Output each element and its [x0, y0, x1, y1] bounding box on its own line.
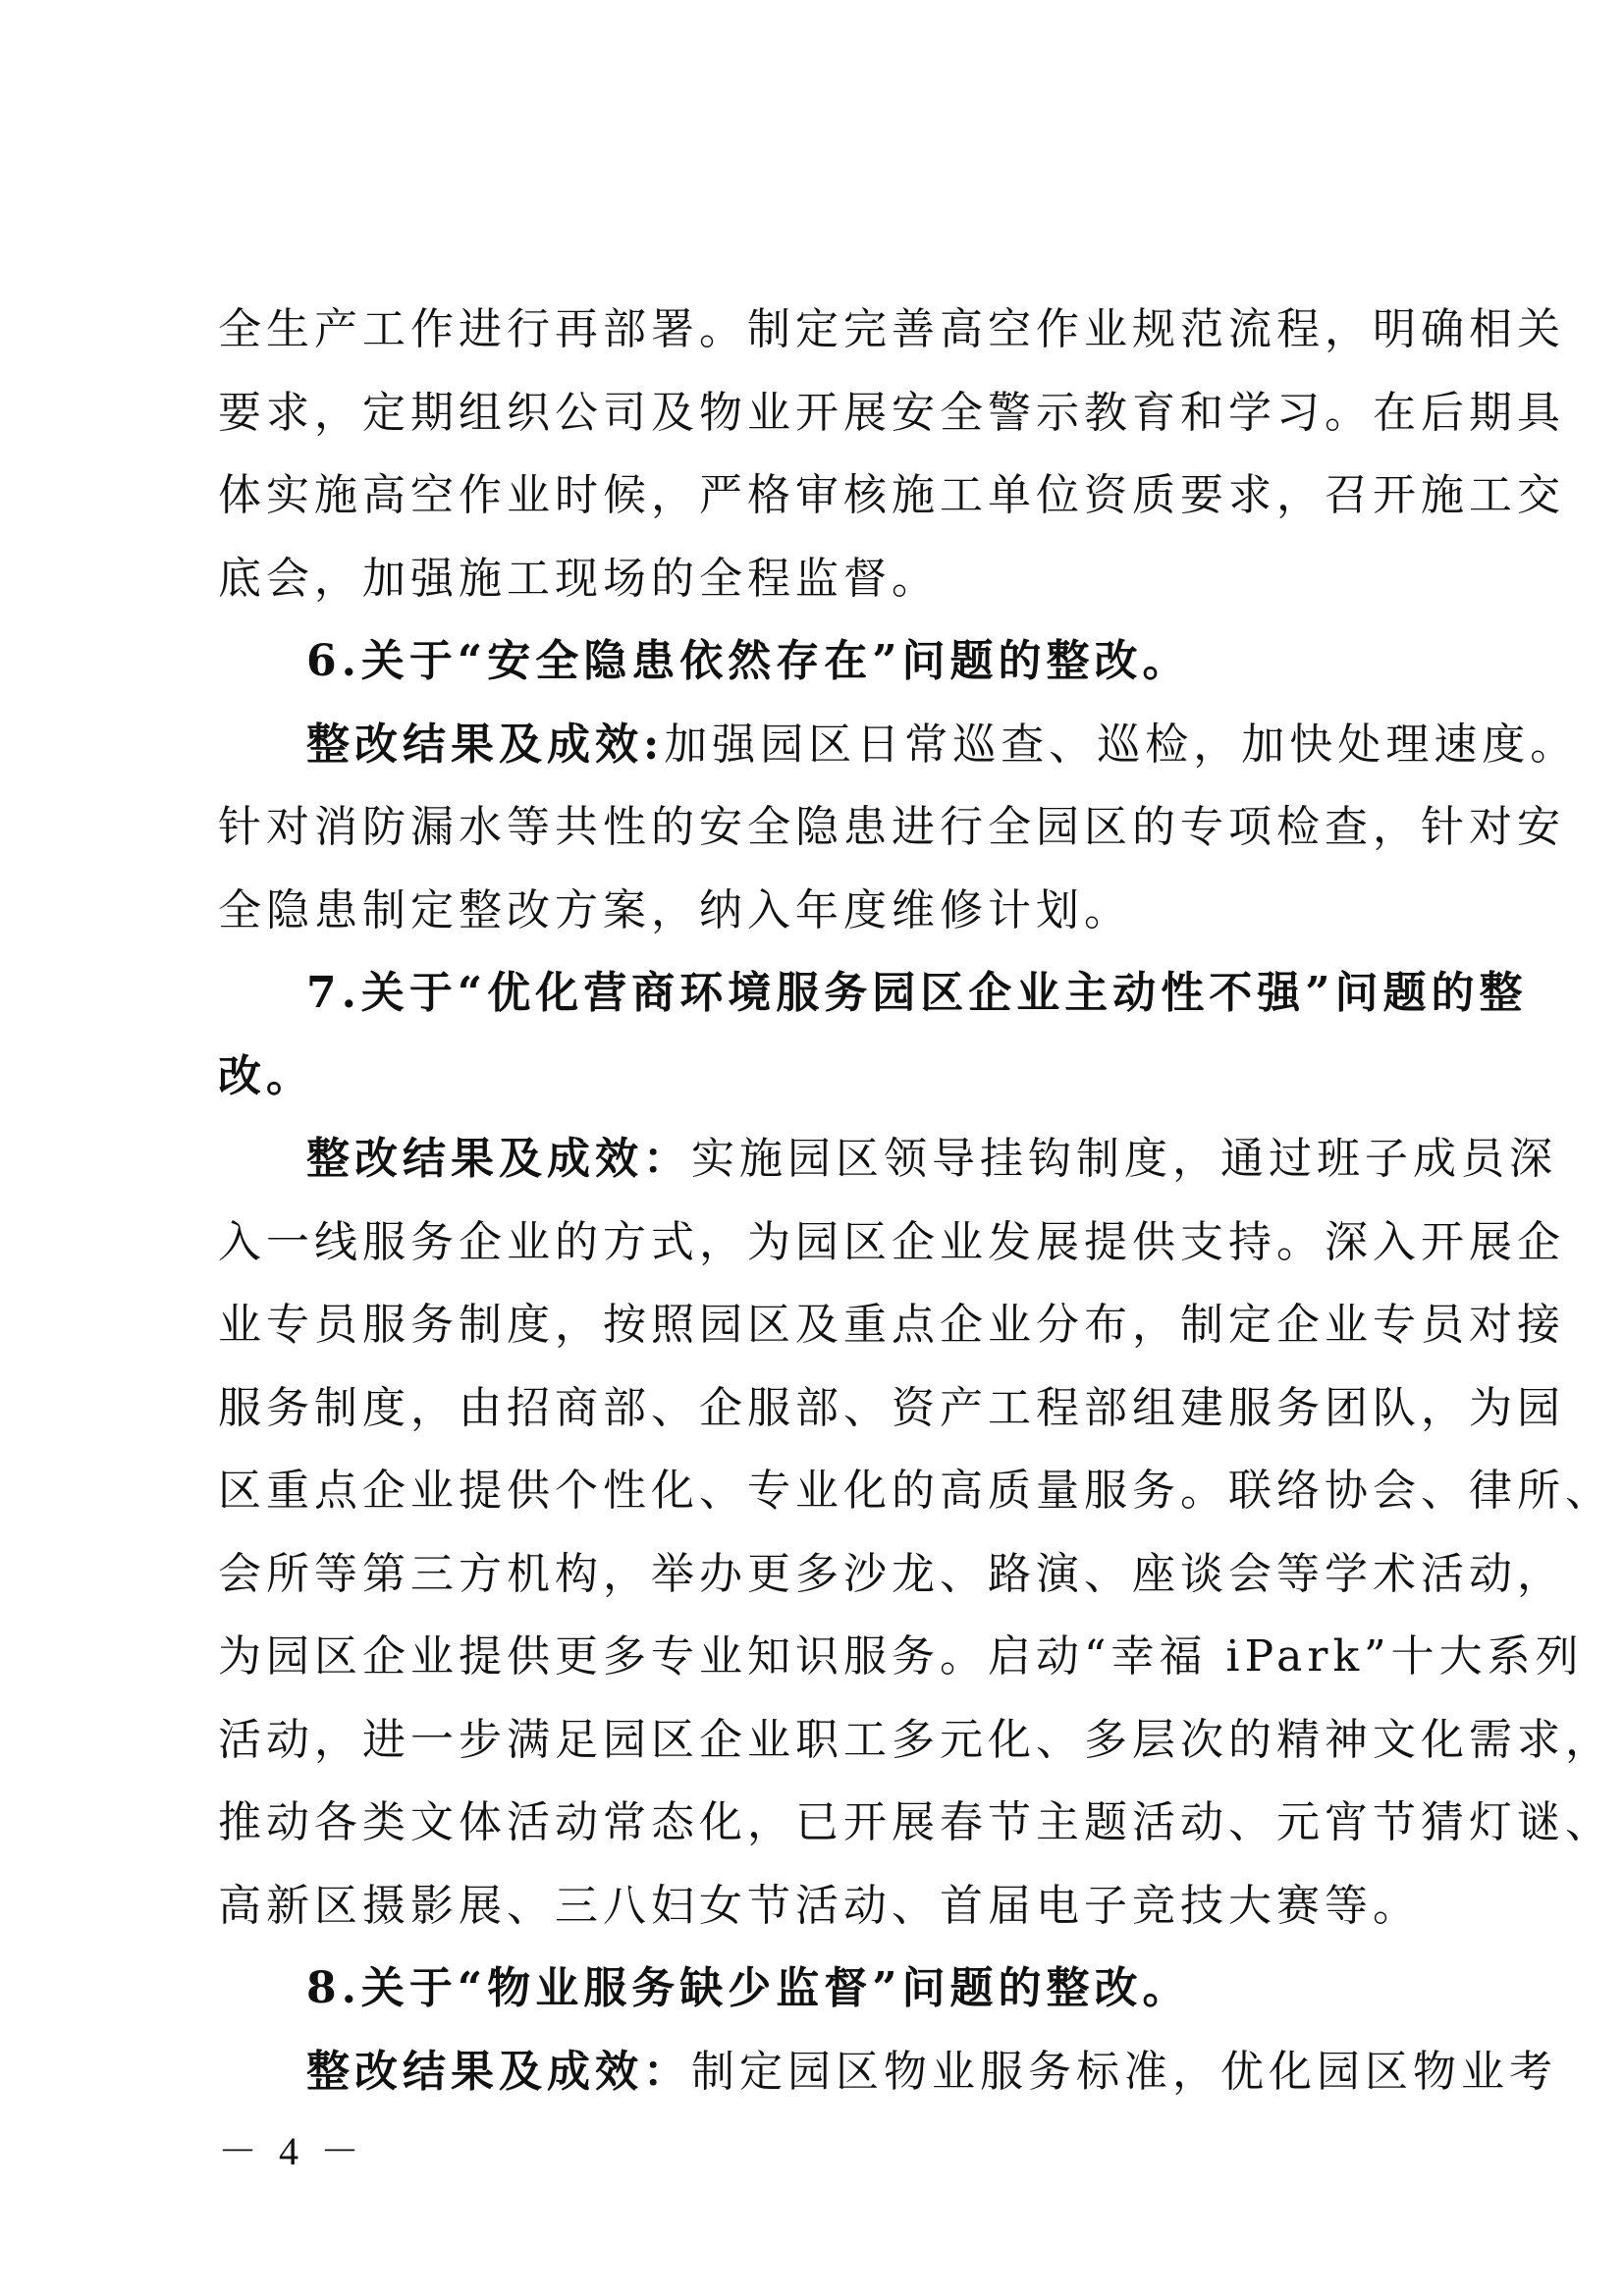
result-line [306, 2035, 1557, 2109]
result-text: 加强园区日常巡查、巡检，加快处理速度。 [664, 720, 1579, 770]
result-lead: 整改结果及成效： [306, 2047, 691, 2097]
body-line: 服务制度，由招商部、企服部、资产工程部组建服务团队，为园 [218, 1383, 1565, 1433]
body-line: 会所等第三方机构，举办更多沙龙、路演、座谈会等学术活动， [218, 1549, 1565, 1599]
result-text: 制定园区物业服务标准，优化园区物业考 [691, 2047, 1557, 2097]
body-line: 底会，加强施工现场的全程监督。 [218, 554, 940, 604]
body-line: 要求，定期组织公司及物业开展安全警示教育和学习。在后期具 [218, 388, 1565, 438]
section-heading-7-cont: 改。 [218, 1051, 314, 1101]
body-line: 活动，进一步满足园区企业职工多元化、多层次的精神文化需求， [218, 1715, 1613, 1765]
body-line: 全隐患制定整改方案，纳入年度维修计划。 [218, 885, 1132, 935]
result-lead: 整改结果及成效: [306, 720, 665, 770]
body-line: 区重点企业提供个性化、专业化的高质量服务。联络协会、律所、 [218, 1466, 1613, 1516]
body-line: 全生产工作进行再部署。制定完善高空作业规范流程，明确相关 [218, 304, 1565, 354]
result-line [306, 708, 1579, 782]
body-line: 针对消防漏水等共性的安全隐患进行全园区的专项检查，针对安 [218, 802, 1565, 852]
body-line: 推动各类文体活动常态化，已开展春节主题活动、元宵节猜灯谜、 [218, 1797, 1613, 1847]
page-number: － 4 － [218, 2129, 365, 2173]
result-line [306, 1122, 1557, 1197]
result-lead: 整改结果及成效： [306, 1134, 691, 1184]
result-text: 实施园区领导挂钩制度，通过班子成员深 [691, 1134, 1557, 1184]
body-line: 入一线服务企业的方式，为园区企业发展提供支持。深入开展企 [218, 1217, 1565, 1267]
body-line: 为园区企业提供更多专业知识服务。启动“幸福 iPark”十大系列 [218, 1631, 1584, 1682]
body-line: 高新区摄影展、三八妇女节活动、首届电子竞技大赛等。 [218, 1881, 1421, 1931]
body-line: 体实施高空作业时候，严格审核施工单位资质要求，召开施工交 [218, 470, 1565, 520]
section-heading-6: 6.关于“安全隐患依然存在”问题的整改。 [306, 636, 1191, 686]
body-line: 业专员服务制度，按照园区及重点企业分布，制定企业专员对接 [218, 1300, 1565, 1350]
section-heading-7: 7.关于“优化营商环境服务园区企业主动性不强”问题的整 [306, 968, 1528, 1018]
section-heading-8: 8.关于“物业服务缺少监督”问题的整改。 [306, 1963, 1191, 2013]
